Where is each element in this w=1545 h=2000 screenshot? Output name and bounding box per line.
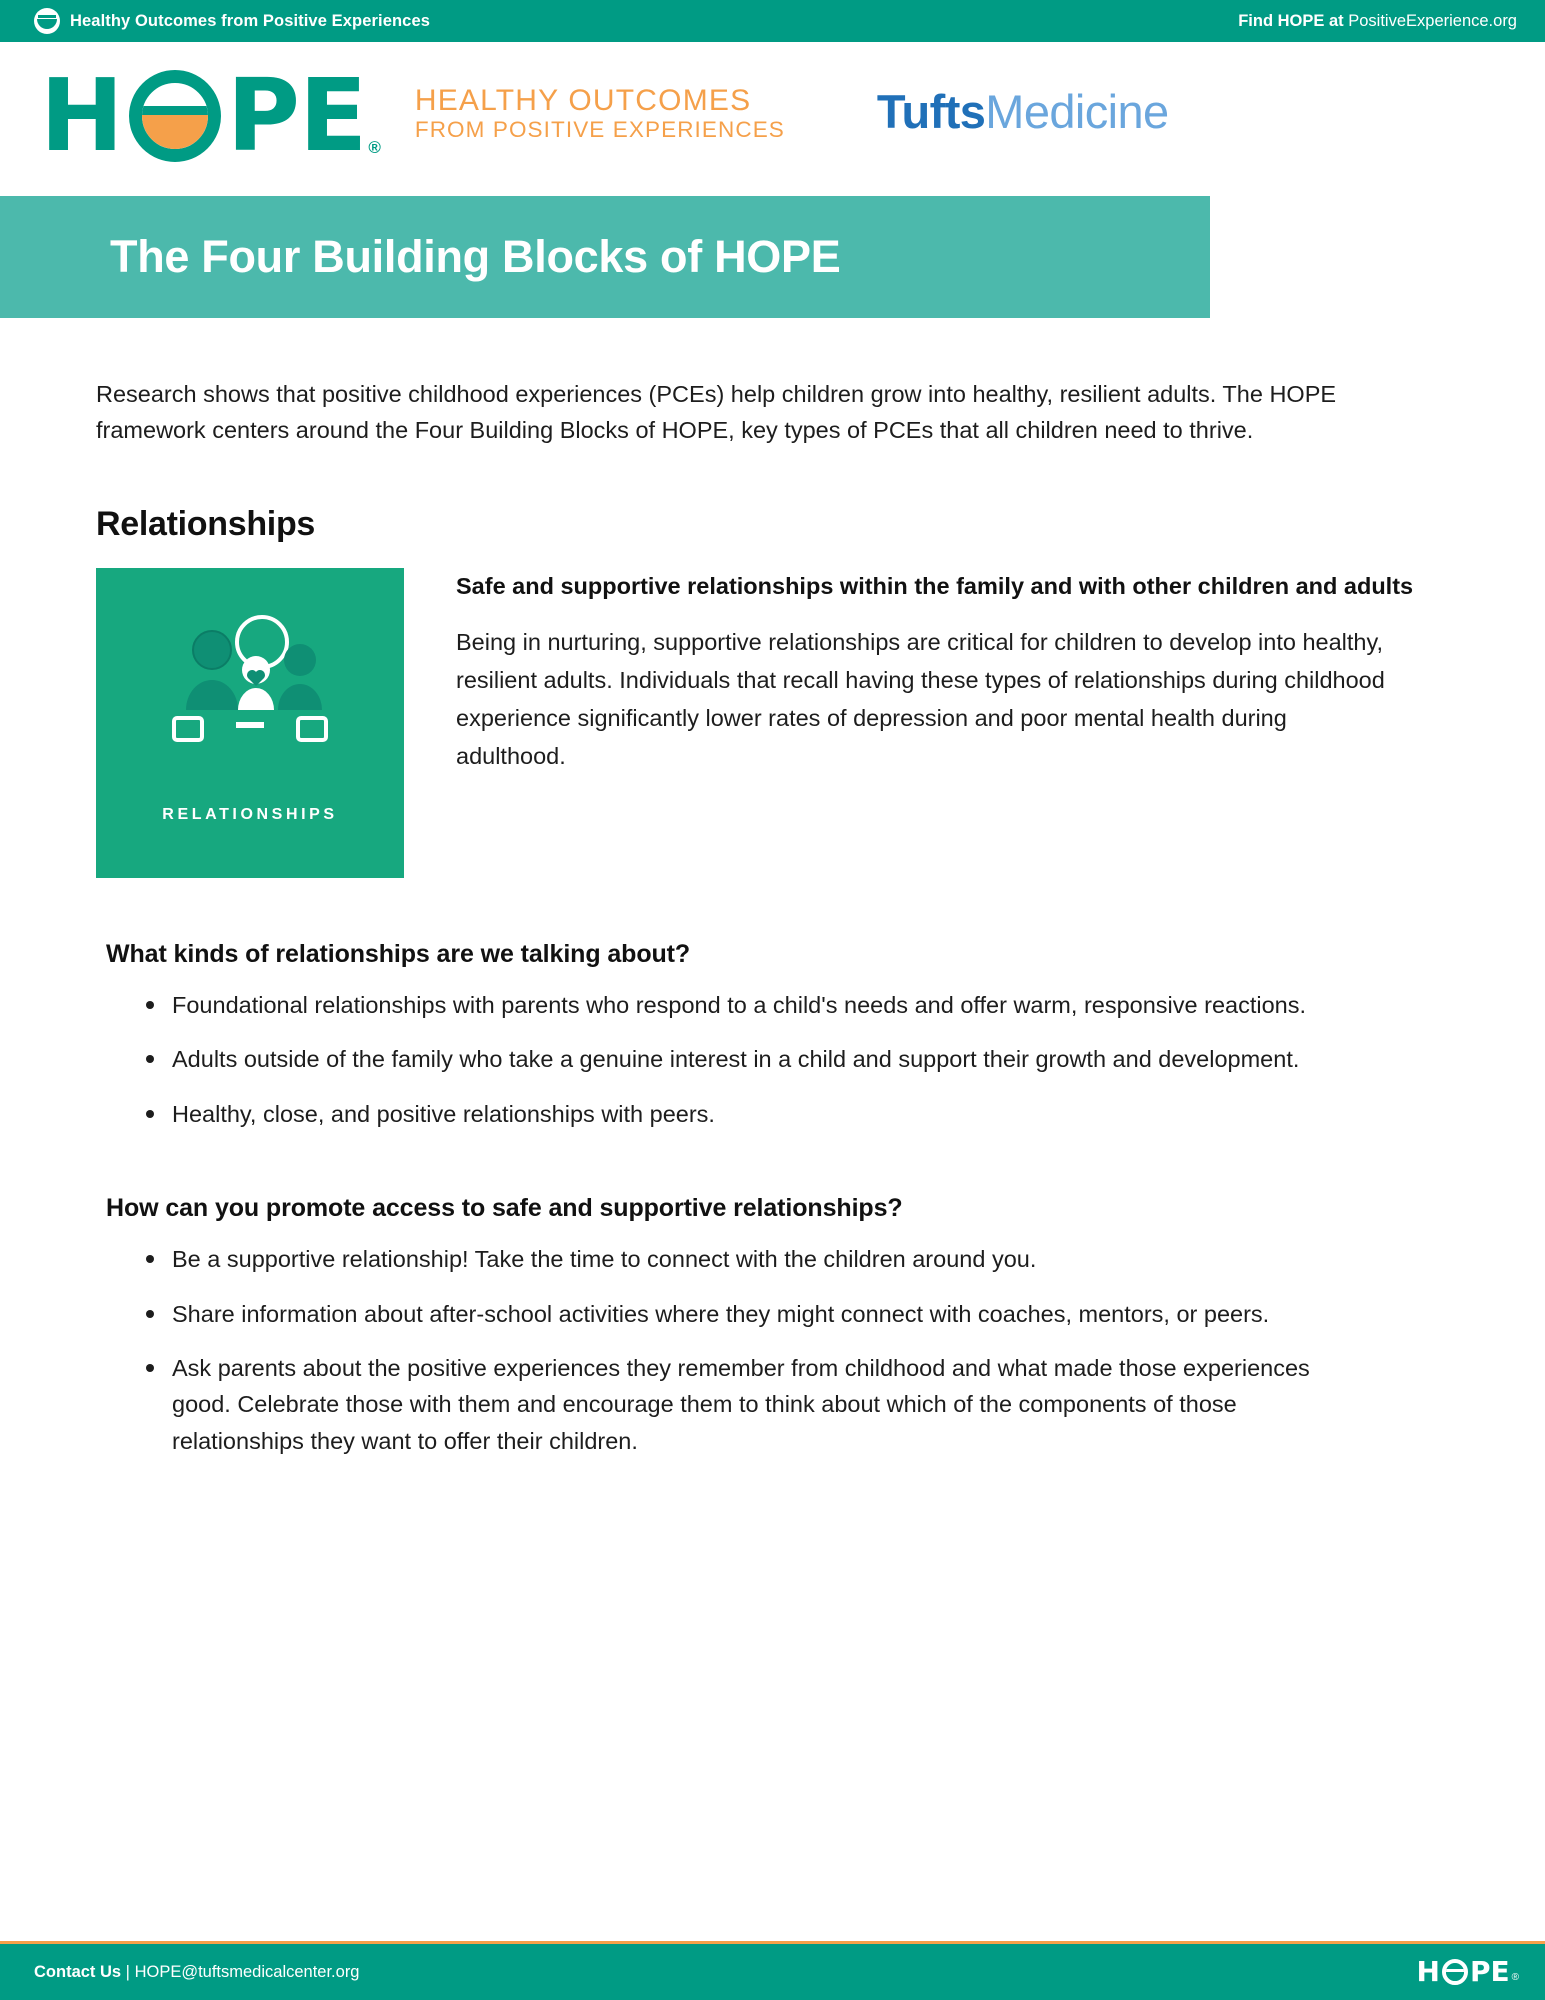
hope-logo-tagline	[415, 84, 785, 149]
top-utility-bar	[0, 0, 1545, 42]
hope-logo-registered-mark: ®	[368, 138, 381, 157]
main-content	[0, 376, 1545, 1459]
footer-logo-registered-mark: ®	[1511, 1972, 1519, 1983]
topbar-website-link[interactable]: PositiveExperience.org	[1348, 11, 1517, 30]
bullet-list-1	[96, 987, 1449, 1132]
footer-contact	[34, 1963, 360, 1982]
tagline-line-2: FROM POSITIVE EXPERIENCES	[414, 117, 785, 143]
list-item: Share information about after-school activities where they might connect with coaches, mentors, or peers.	[146, 1296, 1361, 1332]
topbar-find-hope	[1238, 12, 1517, 31]
intro-paragraph: Research shows that positive childhood experiences (PCEs) help children grow into healthy, resilient adults. The HOPE framework centers around the Four Building Blocks of HOPE, key types of PCEs that all children need to thrive.	[96, 381, 1337, 444]
question-heading-1: What kinds of relationships are we talking about?	[106, 939, 691, 968]
page-title-banner	[0, 196, 1210, 318]
tufts-logo-light: Medicine	[985, 84, 1169, 138]
building-block-row	[96, 568, 1449, 878]
logo-band	[0, 42, 1545, 190]
list-item: Healthy, close, and positive relationships with peers.	[146, 1096, 1361, 1132]
bullet-list-2	[96, 1241, 1449, 1459]
footer-logo-letter-p: P	[1469, 1955, 1491, 1988]
footer-logo-o-icon	[1442, 1959, 1468, 1985]
footer-separator: |	[121, 1962, 135, 1981]
topbar-tagline: Healthy Outcomes from Positive Experiences	[70, 11, 430, 30]
topbar-left-group	[34, 8, 430, 34]
list-item: Foundational relationships with parents who respond to a child's needs and offer warm, responsive reactions.	[146, 987, 1361, 1023]
section-heading-relationships: Relationships	[96, 504, 316, 543]
footer-logo-letter-h: H	[1416, 1955, 1440, 1988]
hope-logo-letter-e: E	[299, 57, 367, 174]
hope-logo-letter-p: P	[226, 57, 299, 174]
block-body-text: Being in nurturing, supportive relationships are critical for children to develop into healthy, resilient adults. Individuals that recall having these types of relationships during childhood experience significantly lower rates of depression and poor mental health during adulthood.	[456, 629, 1385, 770]
tufts-logo-bold: Tufts	[876, 84, 986, 138]
block-lead-text: Safe and supportive relationships within the family and with other children and adults	[456, 572, 1414, 599]
hope-logo	[40, 57, 381, 174]
tagline-line-1: HEALTHY OUTCOMES	[414, 83, 752, 117]
relationships-people-icon	[150, 614, 350, 754]
hope-mark-icon	[34, 8, 60, 34]
card-label-relationships: RELATIONSHIPS	[162, 805, 338, 823]
list-item: Ask parents about the positive experiences they remember from childhood and what made those experiences good. Celebrate those with them and encourage them to think about which of the components of those relationships they want to offer their children.	[146, 1350, 1361, 1459]
relationships-illustration-card	[96, 568, 404, 878]
question-heading-2: How can you promote access to safe and supportive relationships?	[106, 1194, 903, 1223]
list-item: Adults outside of the family who take a genuine interest in a child and support their growth and development.	[146, 1041, 1361, 1077]
tufts-medicine-logo	[877, 84, 1169, 149]
page-title: The Four Building Blocks of HOPE	[110, 231, 841, 282]
footer-contact-label: Contact Us	[34, 1962, 122, 1981]
topbar-find-hope-prefix: Find HOPE at	[1238, 11, 1349, 30]
footer-email-link[interactable]: HOPE@tuftsmedicalcenter.org	[134, 1962, 360, 1981]
footer-logo-letter-e: E	[1490, 1955, 1510, 1988]
hope-logo-letter-h: H	[40, 57, 123, 174]
building-block-text	[456, 568, 1449, 878]
list-item: Be a supportive relationship! Take the time to connect with the children around you.	[146, 1241, 1361, 1277]
page-footer	[0, 1944, 1545, 2000]
footer-hope-logo	[1416, 1955, 1519, 1988]
hope-logo-o-icon	[129, 70, 221, 162]
